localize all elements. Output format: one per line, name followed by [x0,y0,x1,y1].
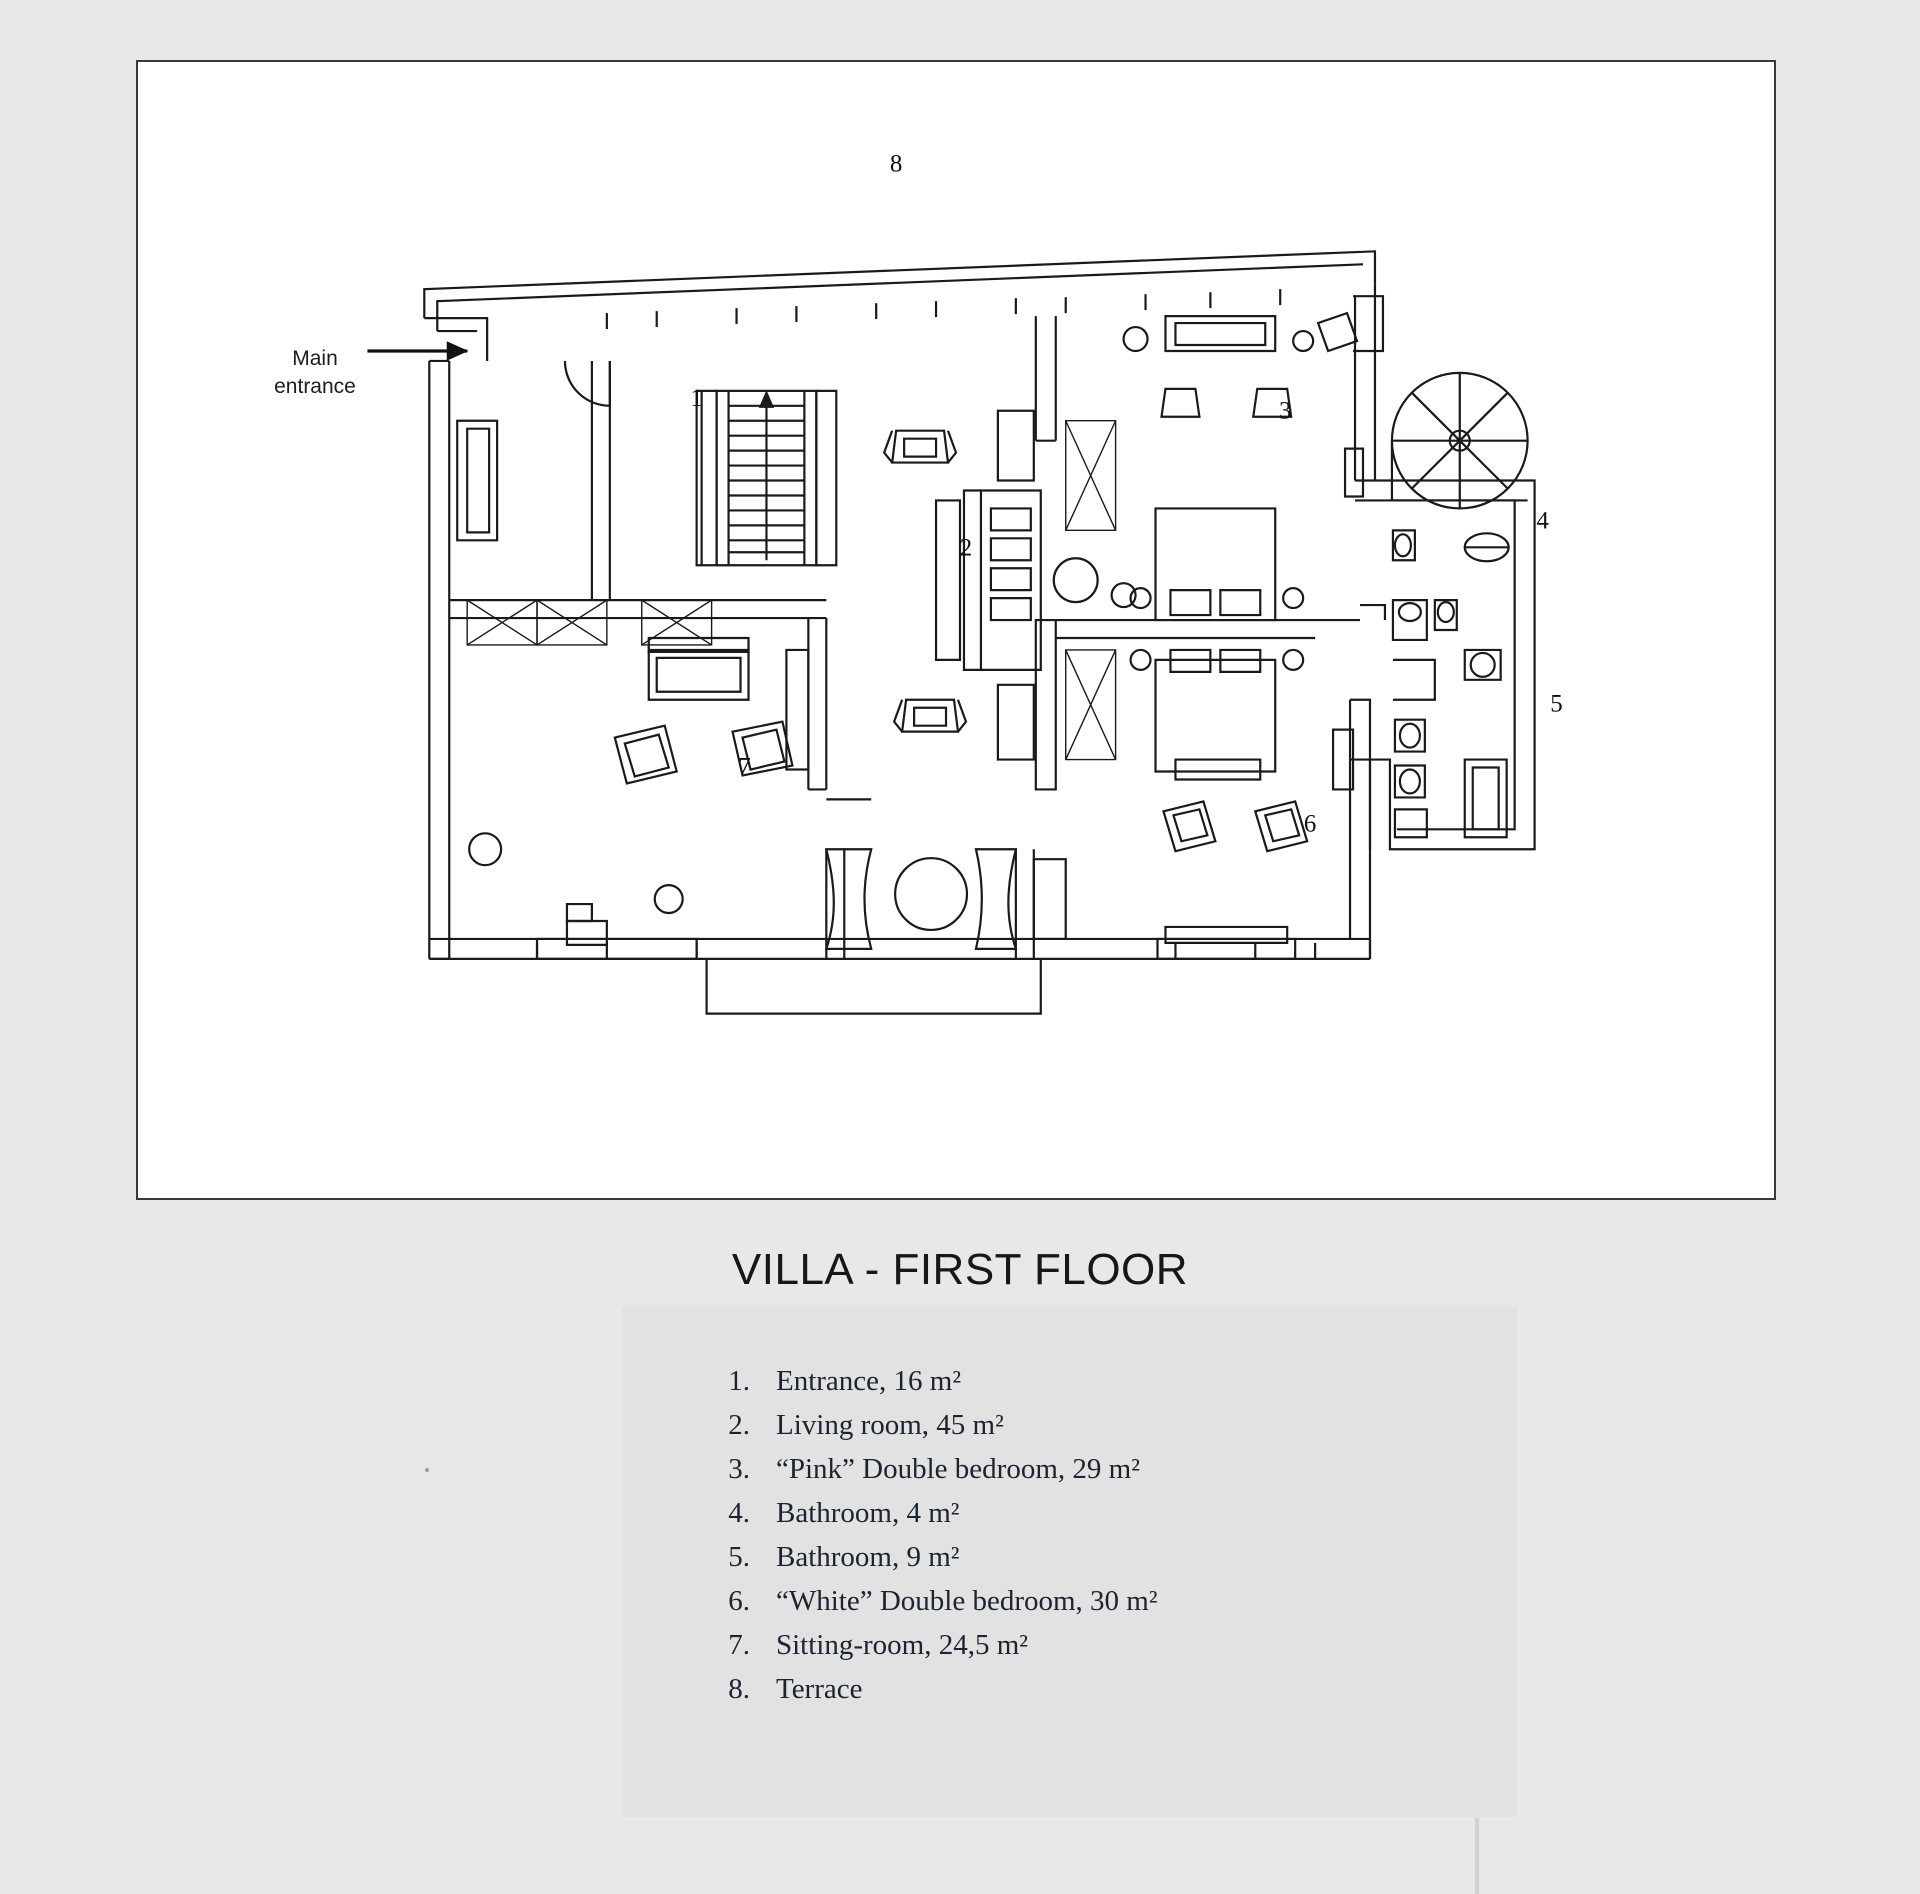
legend-item-text: Bathroom, 9 m² [776,1541,960,1573]
room-label-8: 8 [889,150,903,178]
room-label-2: 2 [959,534,973,562]
list-item [622,1673,1517,1706]
legend-list [622,1307,1517,1706]
list-item [622,1409,1517,1442]
legend-item-number: 8. [728,1673,750,1705]
floor-plan-frame [136,60,1776,1200]
legend-item-number: 4. [728,1497,750,1529]
list-item [622,1365,1517,1398]
page-title: VILLA - FIRST FLOOR [731,1245,1189,1294]
room-label-1: 1 [690,384,703,412]
room-label-5: 5 [1550,690,1563,718]
floor-plan-drawing [138,62,1774,1198]
room-label-6: 6 [1303,810,1317,838]
room-label-4: 4 [1536,507,1549,535]
list-item [622,1629,1517,1662]
legend-panel [622,1307,1517,1817]
legend-item-text: Bathroom, 4 m² [776,1497,960,1529]
legend-item-number: 1. [728,1365,750,1397]
list-item [622,1497,1517,1530]
artifact-speck [425,1468,429,1472]
legend-item-text: Sitting-room, 24,5 m² [776,1629,1028,1661]
legend-item-text: “Pink” Double bedroom, 29 m² [776,1453,1140,1485]
main-entrance-line1: Main [292,347,338,370]
legend-item-number: 5. [728,1541,750,1573]
legend-item-text: Entrance, 16 m² [776,1365,962,1397]
room-label-7: 7 [738,753,751,781]
list-item [622,1453,1517,1486]
legend-item-text: Terrace [776,1673,863,1705]
legend-item-text: Living room, 45 m² [776,1409,1004,1441]
legend-item-number: 7. [728,1629,750,1661]
room-label-3: 3 [1278,397,1292,425]
artifact-line [1475,1818,1479,1894]
main-entrance-line2: entrance [274,375,356,399]
legend-item-text: “White” Double bedroom, 30 m² [776,1585,1158,1617]
list-item [622,1541,1517,1574]
legend-item-number: 3. [728,1453,750,1485]
list-item [622,1585,1517,1618]
main-entrance-label [245,345,385,402]
legend-item-number: 6. [728,1585,750,1617]
legend-item-number: 2. [728,1409,750,1441]
